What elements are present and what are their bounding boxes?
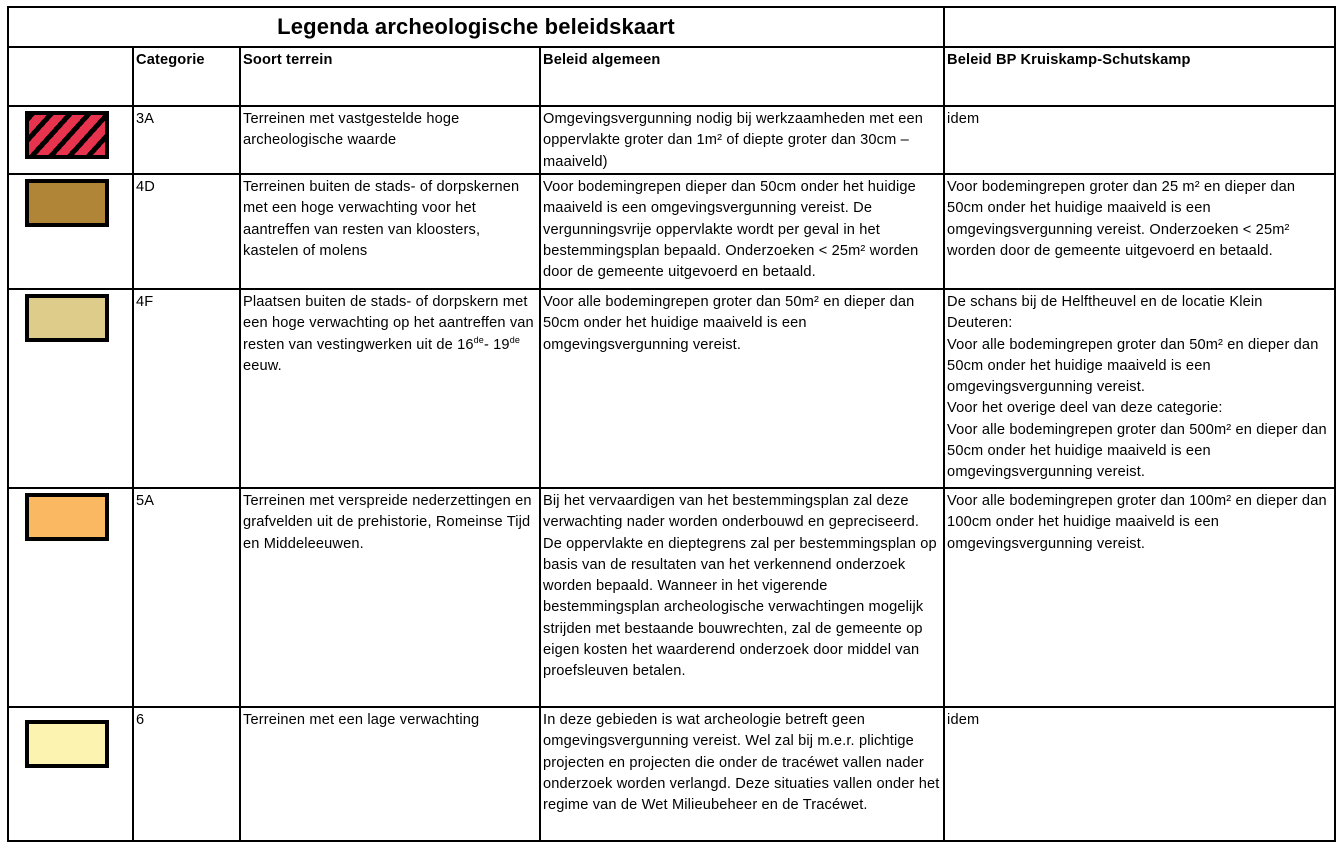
swatch-5a [25,493,109,541]
algemeen-cell: Voor alle bodemingrepen groter dan 50m² en dieper dan 50cm onder het huidige maaiveld is een omgevingsvergunning vereist. [540,289,944,488]
swatch-cell [8,707,133,841]
header-row [8,47,1335,106]
algemeen-cell: In deze gebieden is wat archeologie betreft geen omgevingsvergunning vereist. Wel zal bij m.e.r. plichtige projecten en projecten die onder de tracéwet vallen nader onderzoek worden verlangd. Deze situaties vallen onder het regime van de Wet Milieubeheer en de Tracéwet. [540,707,944,841]
categorie-cell: 5A [133,488,240,707]
header-swatch [8,47,133,106]
soort-text: - 19 [483,336,510,353]
algemeen-cell: Voor bodemingrepen dieper dan 50cm onder het huidige maaiveld is een omgevingsvergunning vereist. De vergunningsvrije oppervlakte wordt per geval in het bestemmingsplan bepaald. Onderzoeken < 25m² worden door de gemeente uitgevoerd en betaald. [540,174,944,289]
legend-table [7,6,1336,842]
algemeen-cell: Bij het vervaardigen van het bestemmingsplan zal deze verwachting nader worden onderbouwd en gepreciseerd. De oppervlakte en dieptegrens zal per bestemmingsplan op basis van de resultaten van het verkennend onderzoek worden bepaald. Wanneer in het vigerende bestemmingsplan archeologische verwachtingen mogelijk strijden met bestaande bouwrechten, zal de gemeente op eigen kosten het waarderend onderzoek door middel van proefsleuven betalen. [540,488,944,707]
title-row [8,7,1335,47]
bp-cell: idem [944,707,1335,841]
soort-cell: Terreinen met vastgestelde hoge archeologische waarde [240,106,540,174]
swatch-4d [25,179,109,227]
table-row [8,488,1335,707]
categorie-cell: 3A [133,106,240,174]
bp-cell: Voor alle bodemingrepen groter dan 100m² en dieper dan 100cm onder het huidige maaiveld is een omgevingsvergunning vereist. [944,488,1335,707]
table-row [8,289,1335,488]
bp-text: Voor alle bodemingrepen groter dan 500m² en dieper dan 50cm onder het huidige maaiveld is een omgevingsvergunning vereist. [947,421,1327,481]
swatch-6 [25,720,109,768]
ordinal-suffix: de [509,334,521,345]
title-empty-cell [944,7,1335,47]
table-row [8,174,1335,289]
soort-cell [240,289,540,488]
categorie-cell: 4F [133,289,240,488]
header-beleid-bp: Beleid BP Kruiskamp-Schutskamp [944,47,1335,106]
bp-cell [944,289,1335,488]
bp-cell: Voor bodemingrepen groter dan 25 m² en dieper dan 50cm onder het huidige maaiveld is een omgevingsvergunning vereist. Onderzoeken < 25m² worden door de gemeente uitgevoerd en betaald. [944,174,1335,289]
bp-subheading: Voor het overige deel van deze categorie: [947,400,1223,417]
header-categorie: Categorie [133,47,240,106]
categorie-cell: 4D [133,174,240,289]
swatch-cell [8,174,133,289]
table-title: Legenda archeologische beleidskaart [8,7,944,47]
swatch-4f [25,294,109,342]
bp-subheading: De schans bij de Helftheuvel en de locatie Klein Deuteren: [947,294,1263,332]
soort-text: eeuw. [243,357,282,374]
bp-text: Voor alle bodemingrepen groter dan 50m² en dieper dan 50cm onder het huidige maaiveld is een omgevingsvergunning vereist. [947,336,1319,396]
ordinal-suffix: de [473,334,484,345]
categorie-cell: 6 [133,707,240,841]
soort-cell: Terreinen met een lage verwachting [240,707,540,841]
table-row [8,707,1335,841]
soort-cell: Terreinen met verspreide nederzettingen en grafvelden uit de prehistorie, Romeinse Tijd en Middeleeuwen. [240,488,540,707]
swatch-cell [8,106,133,174]
swatch-3a-hatched [25,111,109,159]
table-row [8,106,1335,174]
header-soort-terrein: Soort terrein [240,47,540,106]
swatch-cell [8,488,133,707]
swatch-cell [8,289,133,488]
soort-text: Plaatsen buiten de stads- of dorpskern met een hoge verwachting op het aantreffen van resten van vestingwerken uit de 16 [243,294,534,353]
header-beleid-algemeen: Beleid algemeen [540,47,944,106]
algemeen-cell: Omgevingsvergunning nodig bij werkzaamheden met een oppervlakte groter dan 1m² of diepte groter dan 30cm – maaiveld) [540,106,944,174]
bp-cell: idem [944,106,1335,174]
soort-cell: Terreinen buiten de stads- of dorpskernen met een hoge verwachting voor het aantreffen van resten van kloosters, kastelen of molens [240,174,540,289]
